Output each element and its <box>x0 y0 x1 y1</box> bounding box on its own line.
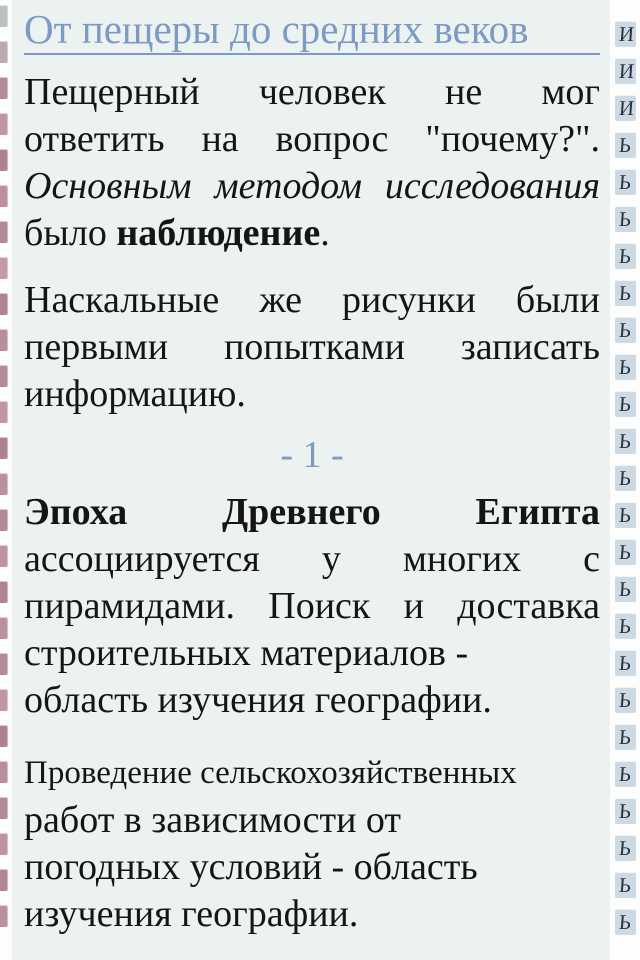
next-page-tile <box>615 391 636 417</box>
next-page-tile <box>615 539 636 565</box>
next-page-edge[interactable] <box>610 0 640 960</box>
prev-page-tile <box>0 689 8 711</box>
prev-page-tile <box>0 581 8 603</box>
clipped-letter-glyph: Ь <box>617 614 632 638</box>
clipped-letter-glyph: Ь <box>617 836 632 860</box>
prev-page-tile <box>0 545 8 567</box>
clipped-letter-glyph: Ь <box>617 873 632 897</box>
text-line <box>24 750 600 797</box>
next-page-tile <box>615 761 636 787</box>
prev-page-tile <box>0 509 8 531</box>
prev-page-tile <box>0 653 8 675</box>
prev-page-tile <box>0 365 8 387</box>
next-page-tile <box>615 243 636 269</box>
previous-page-edge[interactable] <box>0 0 12 960</box>
next-page-tile <box>615 687 636 713</box>
text-line <box>24 432 600 479</box>
text-line <box>24 69 600 116</box>
next-page-tile <box>615 909 636 935</box>
prev-page-tile <box>0 401 8 423</box>
prev-page-tile <box>0 257 8 279</box>
text-segment: погодных условий - область <box>24 846 478 888</box>
prev-page-tile <box>0 797 8 819</box>
text-line <box>24 536 600 583</box>
clipped-letter-glyph: Ь <box>617 762 632 786</box>
text-segment: Пещерный человек не мог <box>24 71 600 113</box>
text-segment: пирамидами. Поиск и доставка <box>24 585 600 627</box>
next-page-tile <box>615 280 636 306</box>
clipped-letter-glyph: Ь <box>617 392 632 416</box>
clipped-letter-glyph: Ь <box>617 207 632 231</box>
next-page-tile <box>615 58 636 84</box>
prev-page-tile <box>0 617 8 639</box>
text-segment: первыми попытками записать <box>24 326 600 368</box>
next-page-tile <box>615 428 636 454</box>
prev-page-tile <box>0 329 8 351</box>
text-line <box>24 489 600 536</box>
text-segment: ответить на вопрос "почему?". <box>24 118 600 160</box>
chapter-title: От пещеры до средних веков <box>24 6 600 55</box>
prev-page-tile <box>0 437 8 459</box>
clipped-letter-glyph: Ь <box>617 133 632 157</box>
next-page-tile <box>615 724 636 750</box>
text-segment: - 1 - <box>280 434 344 476</box>
clipped-letter-glyph: Ь <box>617 170 632 194</box>
section-divider <box>24 432 600 479</box>
clipped-letter-glyph: Ь <box>617 429 632 453</box>
next-page-tile <box>615 21 636 47</box>
clipped-letter-glyph: Ь <box>617 244 632 268</box>
prev-page-tile <box>0 113 8 135</box>
clipped-letter-glyph: Ь <box>617 725 632 749</box>
prev-page-tile <box>0 5 8 27</box>
next-page-tile <box>615 317 636 343</box>
next-page-tile <box>615 354 636 380</box>
clipped-letter-glyph: И <box>617 59 635 83</box>
text-line <box>24 583 600 630</box>
text-segment: Проведение сельскохозяйственных <box>24 755 517 791</box>
text-line <box>24 210 600 257</box>
text-segment: . <box>320 212 330 254</box>
text-segment: Наскальные же рисунки были <box>24 279 600 321</box>
text-line <box>24 797 600 844</box>
text-line <box>24 891 600 938</box>
prev-page-tile <box>0 473 8 495</box>
text-line <box>24 324 600 371</box>
prev-page-tile <box>0 77 8 99</box>
text-segment: ассоциируется у многих с <box>24 538 600 580</box>
paragraph-3 <box>24 489 600 724</box>
prev-page-tile <box>0 41 8 63</box>
text-line <box>24 163 600 210</box>
paragraph-4 <box>24 750 600 938</box>
clipped-letter-glyph: Ь <box>617 355 632 379</box>
text-line <box>24 677 600 724</box>
prev-page-tile <box>0 293 8 315</box>
next-page-tile <box>615 206 636 232</box>
clipped-letter-glyph: Ь <box>617 688 632 712</box>
clipped-letter-glyph: Ь <box>617 318 632 342</box>
prev-page-tile <box>0 185 8 207</box>
clipped-letter-glyph: Ь <box>617 540 632 564</box>
prev-page-tile <box>0 869 8 891</box>
text-segment: информацию. <box>24 373 246 415</box>
text-line <box>24 371 600 418</box>
prev-page-tile <box>0 761 8 783</box>
next-page-tile <box>615 650 636 676</box>
next-page-tile <box>615 613 636 639</box>
text-line <box>24 630 600 677</box>
reader-page <box>12 0 610 960</box>
prev-page-tile <box>0 221 8 243</box>
clipped-letter-glyph: И <box>617 96 635 120</box>
prev-page-tile <box>0 725 8 747</box>
clipped-letter-glyph: И <box>617 22 635 46</box>
prev-page-tile <box>0 905 8 927</box>
text-segment: изучения географии. <box>24 893 359 935</box>
next-page-tile <box>615 169 636 195</box>
book-text-area <box>24 69 600 938</box>
next-page-tile <box>615 798 636 824</box>
text-line <box>24 116 600 163</box>
text-line <box>24 844 600 891</box>
text-segment: работ в зависимости от <box>24 799 402 841</box>
clipped-letter-glyph: Ь <box>617 466 632 490</box>
text-segment: область изучения географии. <box>24 679 492 721</box>
paragraph-1 <box>24 69 600 257</box>
clipped-letter-glyph: Ь <box>617 577 632 601</box>
next-page-tile <box>615 576 636 602</box>
next-page-tile <box>615 502 636 528</box>
clipped-letter-glyph: Ь <box>617 910 632 934</box>
clipped-letter-glyph: Ь <box>617 503 632 527</box>
text-segment: Основным методом исследования <box>24 165 600 207</box>
text-segment: строительных материалов - <box>24 632 469 674</box>
paragraph-2 <box>24 277 600 418</box>
next-page-tile <box>615 835 636 861</box>
next-page-tile <box>615 132 636 158</box>
clipped-letter-glyph: Ь <box>617 651 632 675</box>
next-page-tile <box>615 465 636 491</box>
next-page-tile <box>615 95 636 121</box>
prev-page-tile <box>0 833 8 855</box>
text-line <box>24 277 600 324</box>
text-segment: Эпоха Древнего Египта <box>24 491 600 533</box>
prev-page-tile <box>0 149 8 171</box>
next-page-tile <box>615 872 636 898</box>
text-segment: наблюдение <box>116 212 321 254</box>
clipped-letter-glyph: Ь <box>617 281 632 305</box>
text-segment: было <box>24 212 117 254</box>
clipped-letter-glyph: Ь <box>617 799 632 823</box>
